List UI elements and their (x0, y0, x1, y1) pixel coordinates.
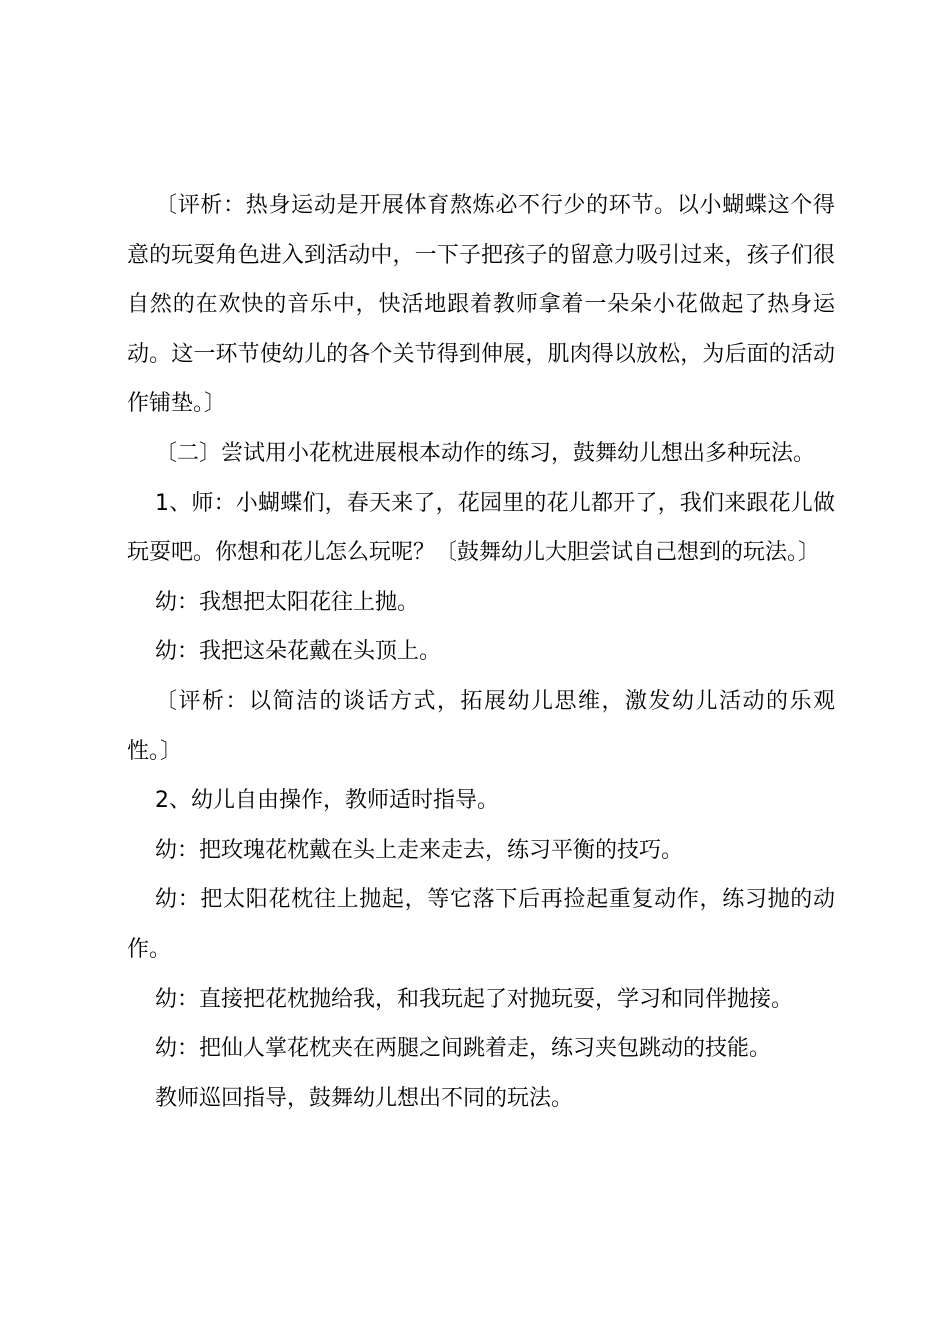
document-body (127, 181, 835, 1123)
paragraph-free-practice: 2、幼儿自由操作，教师适时指导。 (155, 788, 499, 814)
paragraph-teacher-prompt: 1、师：小蝴蝶们，春天来了，花园里的花儿都开了，我们来跟花儿做玩耍吧。你想和花儿怎么玩呢？〔鼓舞幼儿大胆尝试自己想到的玩法。〕 (127, 490, 835, 566)
paragraph-child-reply-2: 幼：我把这朵花戴在头顶上。 (155, 639, 442, 665)
paragraph-teacher-guidance: 教师巡回指导，鼓舞幼儿想出不同的玩法。 (155, 1085, 574, 1111)
paragraph-child-reply-1: 幼：我想把太阳花往上抛。 (155, 589, 420, 615)
paragraph-child-activity-3: 幼：直接把花枕抛给我，和我玩起了对抛玩耍，学习和同伴抛接。 (155, 986, 794, 1012)
paragraph-child-activity-1: 幼：把玫瑰花枕戴在头上走来走去，练习平衡的技巧。 (155, 837, 684, 863)
paragraph-child-activity-2: 幼：把太阳花枕往上抛起，等它落下后再捡起重复动作，练习抛的动作。 (127, 887, 835, 962)
paragraph-commentary-discussion: 〔评析：以简洁的谈话方式，拓展幼儿思维，激发幼儿活动的乐观性。〕 (127, 688, 835, 764)
paragraph-section-two-heading: 〔二〕尝试用小花枕进展根本动作的练习，鼓舞幼儿想出多种玩法。 (155, 440, 816, 466)
paragraph-child-activity-4: 幼：把仙人掌花枕夹在两腿之间跳着走，练习夹包跳动的技能。 (155, 1036, 772, 1062)
paragraph-commentary-warmup: 〔评析：热身运动是开展体育熬炼必不行少的环节。以小蝴蝶这个得意的玩耍角色进入到活动中，一下子把孩子的留意力吸引过来，孩子们很自然的在欢快的音乐中，快活地跟着教师拿着一朵朵小花做起了热身运动。这一环节使幼儿的各个关节得到伸展，肌肉得以放松，为后面的活动作铺垫。〕 (127, 193, 835, 417)
